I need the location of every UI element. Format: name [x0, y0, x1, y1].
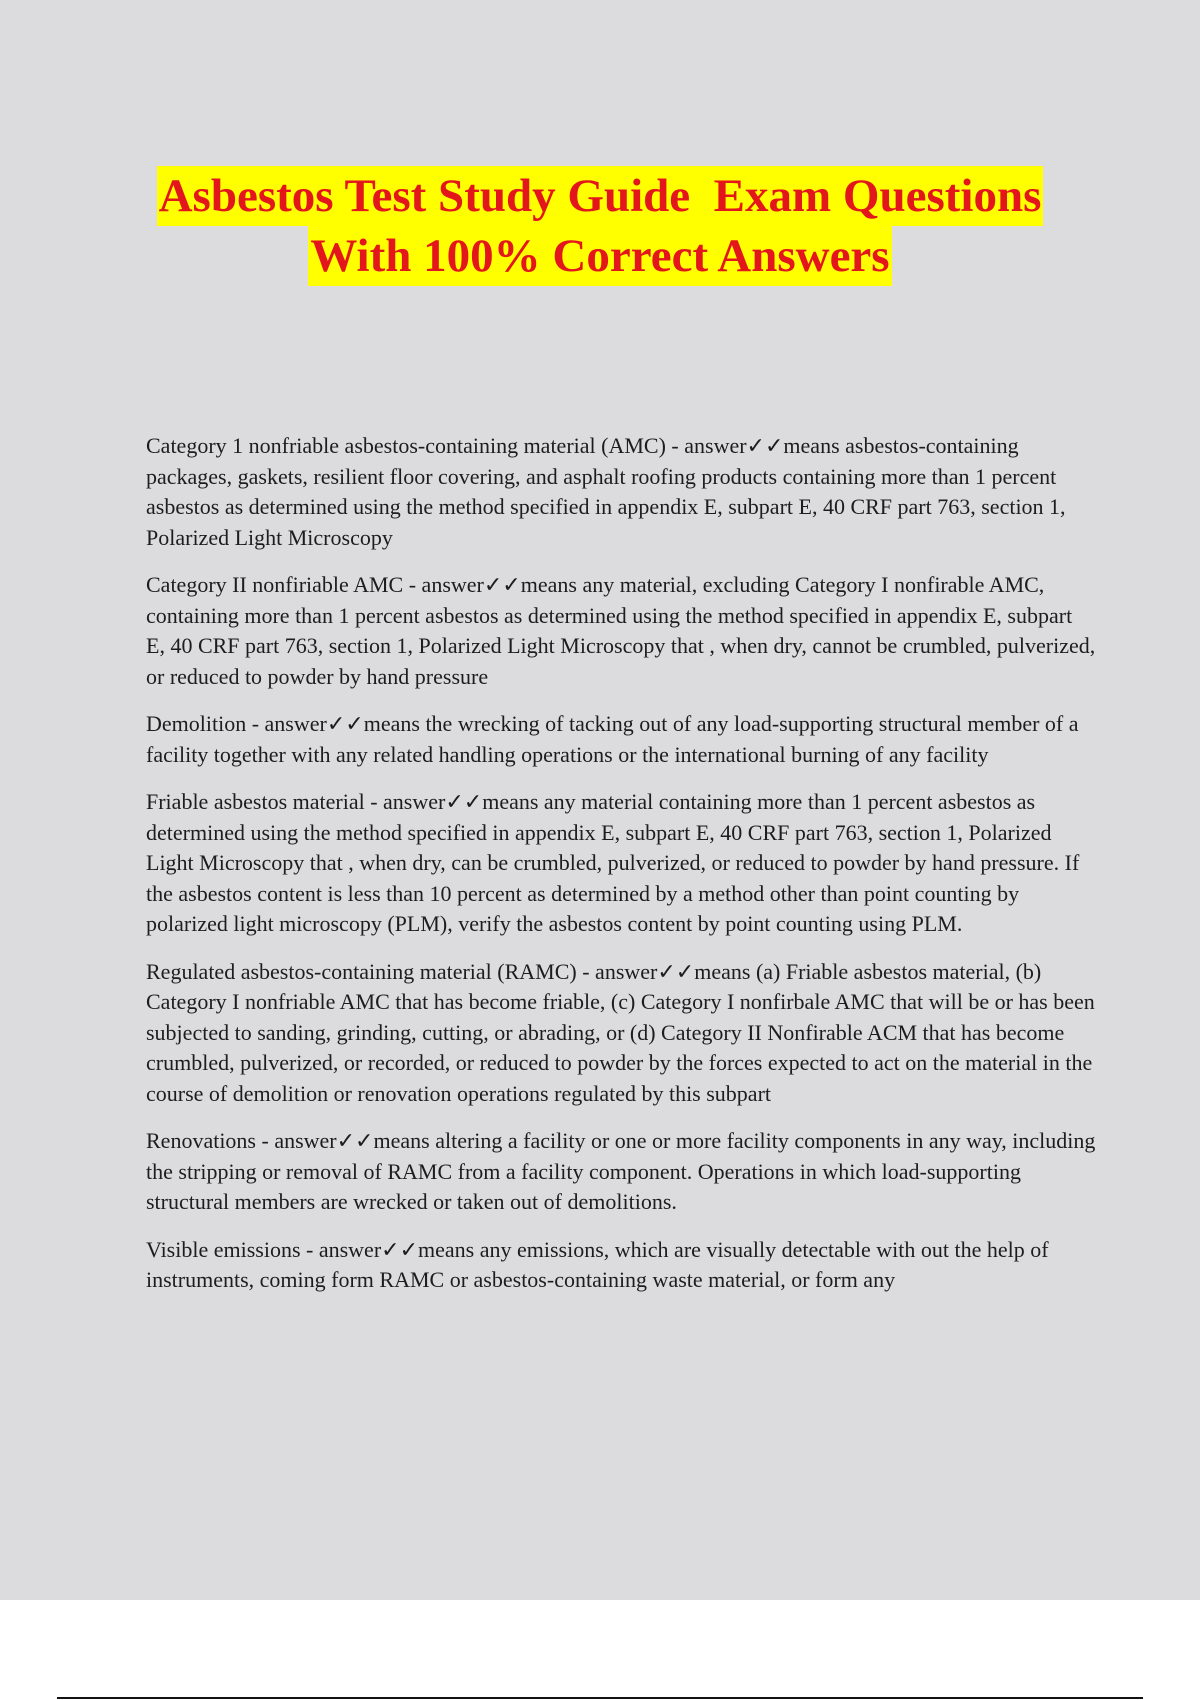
title-line-1: Asbestos Test Study Guide Exam Questions	[157, 166, 1044, 226]
entry-term: Visible emissions - answer	[146, 1236, 382, 1262]
entry-term: Regulated asbestos-containing material (RAMC) - answer	[146, 958, 658, 984]
entry-term: Demolition - answer	[146, 711, 327, 736]
entry-definition: means (a) Friable asbestos material, (b) Category I nonfriable AMC that has become friable, (c) Category I nonfirbale AMC that will be or has been subjected to sanding, grinding, cutting, or abrading, or (d) Category II Nonfirable ACM that has become crumbled, pulverized, or recorded, or reduced to powder by the forces expected to act on the material in the course of demolition or renovation operations regulated by this subpart	[146, 958, 1095, 1106]
entry-definition: means any material containing more than 1 percent asbestos as determined using the method specified in appendix E, subpart E, 40 CRF part 763, section 1, Polarized Light Microscopy that , when dry, can be crumbled, pulverized, or reduced to powder by hand pressure. If the asbestos content is less than 10 percent as determined by a method other than point counting by polarized light microscopy (PLM), verify the asbestos content by point counting using PLM.	[146, 789, 1080, 936]
footer-divider	[57, 1697, 1143, 1699]
checkmark-icon: ✓✓	[326, 711, 364, 736]
definitions-list	[146, 431, 1096, 1313]
entry-term: Category II nonfiriable AMC - answer	[146, 572, 484, 597]
checkmark-icon: ✓✓	[336, 1128, 374, 1153]
definition-entry	[146, 1235, 1096, 1296]
checkmark-icon: ✓✓	[381, 1236, 419, 1262]
checkmark-icon: ✓✓	[746, 433, 784, 458]
entry-term: Category 1 nonfriable asbestos-containing material (AMC) - answer	[146, 433, 747, 458]
entry-definition: means the wrecking of tacking out of any load-supporting structural member of a facility together with any related handling operations or the international burning of any facility	[146, 711, 1079, 767]
entry-term: Renovations - answer	[146, 1128, 337, 1153]
entry-definition: means asbestos-containing packages, gaskets, resilient floor covering, and asphalt roofing products containing more than 1 percent asbestos as determined using the method specified in appendix E, subpart E, 40 CRF part 763, section 1, Polarized Light Microscopy	[146, 433, 1066, 550]
checkmark-icon: ✓✓	[657, 958, 695, 984]
document-title	[0, 166, 1200, 286]
definition-entry	[146, 1126, 1096, 1218]
definition-entry	[146, 787, 1096, 940]
entry-term: Friable asbestos material - answer	[146, 789, 446, 814]
checkmark-icon: ✓✓	[445, 789, 483, 814]
entry-definition: means any emissions, which are visually detectable with out the help of instruments, coming form RAMC or asbestos-containing waste material, or form any	[146, 1236, 1049, 1292]
title-line-2: With 100% Correct Answers	[308, 226, 891, 286]
definition-entry	[146, 431, 1096, 553]
entry-definition: means altering a facility or one or more facility components in any way, including the stripping or removal of RAMC from a facility component. Operations in which load-supporting structural members are wrecked or taken out of demolitions.	[146, 1128, 1096, 1214]
definition-entry	[146, 570, 1096, 692]
definition-entry	[146, 709, 1096, 770]
checkmark-icon: ✓✓	[483, 572, 521, 597]
definition-entry	[146, 957, 1096, 1110]
entry-definition: means any material, excluding Category I nonfirable AMC, containing more than 1 percent asbestos as determined using the method specified in appendix E, subpart E, 40 CRF part 763, section 1, Polarized Light Microscopy that , when dry, cannot be crumbled, pulverized, or reduced to powder by hand pressure	[146, 572, 1096, 689]
